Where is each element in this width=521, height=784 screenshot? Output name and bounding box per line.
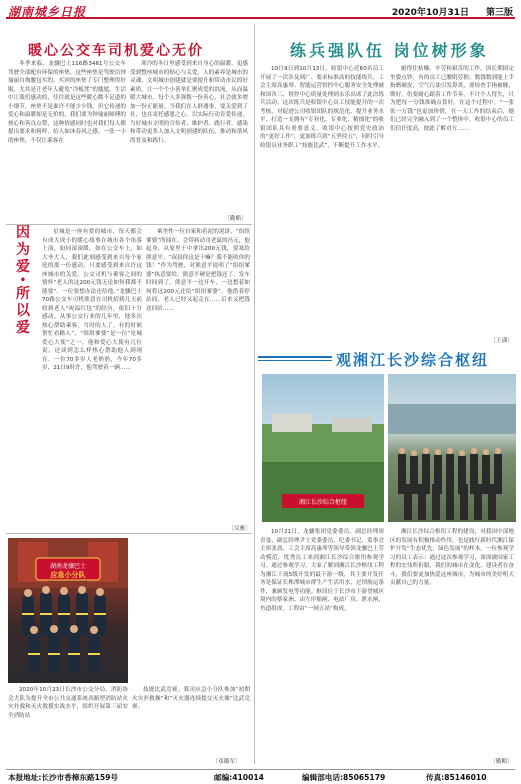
column-divider xyxy=(254,24,255,764)
article1-col2-text: 寒冷的冬日里感受到来自身心的温暖，更感受到整座城市的贴心与关爱。人的素养是城市的灵魂，文明城市创建就是要提升和带动市民的好素质，让一个个小善举汇聚成爱的洪流，从而温暖大城市。每个人多弹拨一份善心，社会就多增加一份正能量。当我们在人群遇事，要关爱到了社，也在寄托感恩之心，以实际行动肯爱传递，当好城市文明的宣传者、维护者、践行者，感染和带动更多人加入文明创建的队伍，推动和谐风尚普及和践行。 xyxy=(130,61,248,144)
footer xyxy=(6,769,515,782)
group-photo xyxy=(388,374,516,522)
vtitle-char: 所 xyxy=(16,286,30,302)
article4-col2 xyxy=(390,528,514,756)
article3-col2-text: 耐得住枯燥，辛劳和艰苦的工作。因长期固定坐姿点钞，有的员工已腰肌劳损；数钱数到能上手指磨破皮，空气污浊引发鼻炎，要检查手指被缠，绑好，仍要耐心跟着工作节奏，不计个人得失，只为把每一分钱准确点算好。在这个过程中，“一张张一万钱”也更加珍惜，在一天工作的结束后，她们已经完全融入到了一个整体中。收银中心的员工们信任度高，彼此了解对方…… xyxy=(390,66,514,132)
photo1-caption xyxy=(8,686,128,764)
masthead-logo: 湖南城乡日报 xyxy=(8,5,87,19)
footer-address: 本报地址:长沙市香樟东路159号 xyxy=(8,773,119,782)
article2-byline: 〔吴雅〕 xyxy=(228,526,252,532)
hydro-hub-photo xyxy=(262,374,384,522)
photo1-caption2-text: 技能比武竞赛。我司应急小分队参加“初期火灾扑救操”和“灭火器连续提交灭火操”比武竞赛。 xyxy=(132,687,250,710)
group-photo-illustration xyxy=(388,374,516,522)
vtitle-char: 以 xyxy=(16,303,30,319)
article1-title: 暖心公交车司机爱心无价 xyxy=(28,43,204,59)
article3-title: 练兵强队伍 岗位树形象 xyxy=(290,41,489,60)
vtitle-char: 为 xyxy=(16,242,30,258)
article3-col1 xyxy=(260,65,384,341)
article4-title: 观湘江长沙综合枢纽 xyxy=(336,351,490,369)
article1-byline: 〔勤略〕 xyxy=(224,216,248,222)
article2-col2 xyxy=(146,228,250,528)
banner-line2: 应急小分队 xyxy=(50,571,86,579)
article4-byline: 〔勤略〕 xyxy=(490,759,514,765)
hydro-hub-illustration xyxy=(262,374,384,522)
article2-col1-text: 星城是一座有爱的城市，每天都会有成大成小的暖心故事在城市各个角落上演，如同滚滚暖。如在公交车上，如大爷大人，我们此刻感受到来自每个家庭的那一份感动。只要感受到来自许这座城市的关爱，公交司机与乘客之间的情怀“老人的这200元钱无论如何我都不能要”。一位要想办法还给他。”龙骧巴士70路公交车司机熊意在司机招到几天前收到老人“祝福红包”的经历，依旧十分感动。从事公交行业的几年里，他多次热心帮助乘客，当时的人了。有的时候帮忙看路人“，“组组爹婆”是一位“星城爱心大使”之一。他和爱心大使有几位说，还谈到怎么样热心帮助他人到现在。一位70多岁人老奶奶，今年70多岁，21日9时许，他驾驶着一辆…… xyxy=(42,229,142,371)
vtitle-dot: • xyxy=(19,275,27,286)
article1-col2 xyxy=(130,60,248,220)
divider xyxy=(6,533,252,534)
article1-col1 xyxy=(8,60,126,220)
banner-line-decoration xyxy=(258,356,332,358)
hydro-hub-sign: 湘江长沙综合枢纽 xyxy=(298,499,348,506)
banner-line1: 湖南龙骧巴士 xyxy=(49,563,87,570)
article2-vertical-title xyxy=(8,225,38,337)
divider xyxy=(6,224,252,225)
article4-col2-text: 湘江长沙综合枢纽工程的建设，对我国中部地区的发展有积极推动作用，也是践行新时代湘江保护开发“生态优先、绿色发展”的样本。一位参观学习的员工表示：通过这次参观学习，深深被国家工程的宏伟所折服，我们的城市在变化，建设者在奋斗，我们要更加热爱这座城市，为城市的美好明天贡献自己的力量。 xyxy=(390,529,514,586)
article2-col1 xyxy=(42,228,142,528)
vtitle-char: 爱 xyxy=(16,259,30,275)
photo1-caption2 xyxy=(132,686,250,750)
firefighter-team-photo xyxy=(8,538,128,683)
photo1-byline: 〔邓璐军〕 xyxy=(212,759,241,765)
article3-col2 xyxy=(390,65,514,335)
article4-col1 xyxy=(260,528,384,764)
article4-col1-text: 10月21日，龙骧集团党委委员、副总经理周青曼、副总经理尹王党委委员、纪委书记、监事会主席张劲、工会主席高惠琴等领导带领龙骧巴士劳动模范、优秀员工来到湘江长沙综合枢纽参观学习。通过参观学习，大家了解到湘江长沙枢纽工程为湘江干流5级开发的最下游一级，其主要开发任务是保证长株潭城市群生产生活用水，过坝航运条件，兼顾发电等功能。枢纽位于长沙市下游望城区境内的蔡家洲、由左岸船闸、电站厂房、泄水闸、鱼道组成，工程由“一闸五站”构成。 xyxy=(260,529,384,612)
vtitle-char: 因 xyxy=(16,225,30,241)
article1-col1-text: 冬季来临，龙骧巴士116路3461号公交车驾驶全部配有环保的座垫，这些座垫是驾驶员钟瑜丽自掏腰包买的。买回的座垫了专门整理得好服，尤其是让老年人避免“冷板凳”的尴尬。生活中让我们感动的，往往就是这些暖心微不足道的小细节，座垫不是谁许不能少少钱，但它传递的爱心和温暖却是无价的。我们要为钟瑜丽师傅的热心和善良点赞，这种情感同时也对我们每人都提出要求和榜样，给人如沐春风之感。一张一小的座垫，不仅让乘客在 xyxy=(8,61,126,144)
article3-col1-text: 10月9日到10月13日，收银中心近60名员工开展了一次涉及到广、要求标准高的技能练兵。工会主席高惠琴、智能运营督控中心服务安全处理被和国各三、督控中心质量处理到永乐出席了此次练兵活动。这次练兵是收银中心员工技能提升的一次考核，对促进公司收银团队的规范化、提升业务水平、打造一支拥有“专业化、专业化、精细化”的收银团队具有重要意义。收银中心按照党史政治的“更好工作”，更加练兵到“五坚持五”，同时引导收银员业务职工“技能比武”，不断提升工作水平。 xyxy=(260,66,384,149)
masthead-edition: 第三版 xyxy=(485,8,513,18)
vtitle-char: 爱 xyxy=(16,320,30,336)
firefighter-team-illustration xyxy=(8,538,128,683)
article3-byline: 〔王潇〕 xyxy=(490,338,514,344)
masthead xyxy=(6,3,515,19)
article2-col2-text: 乘坐性一位自家和着泥的泥饼，“组组爹婆”所闻在，会带病动司老鼠的冯元，他起身，从家里于中拿出200元钱，要塞给熊意平。“叔叔你这是干嘛？我不能收你的钱！”作为驾驶，对熊意平说明了“组组爹婆”执意要给，熊意平硬是把钱还了。发车时间到了，熊意平一边开车，一边想着如何将这200元还给“组组爹婆”。他借着停站间，老人已经又起走在……后来又把钱送回给…… xyxy=(146,229,250,312)
footer-postcode: 邮编:410014 xyxy=(214,773,264,782)
article4-banner xyxy=(258,347,516,369)
photo1-caption-text: 2020年10月23日长沙市公交分局、消防协会大队为提升全市公共交通系统各路型消防站火灾扑救和灭火救援实战水平，组织开展第三届安全消防站 xyxy=(8,687,128,719)
footer-fax: 传真:85146010 xyxy=(426,773,487,782)
footer-phone: 编辑部电话:85065179 xyxy=(302,773,386,782)
banner-line-decoration xyxy=(258,360,332,361)
masthead-date: 2020年10月31日 xyxy=(391,8,469,18)
